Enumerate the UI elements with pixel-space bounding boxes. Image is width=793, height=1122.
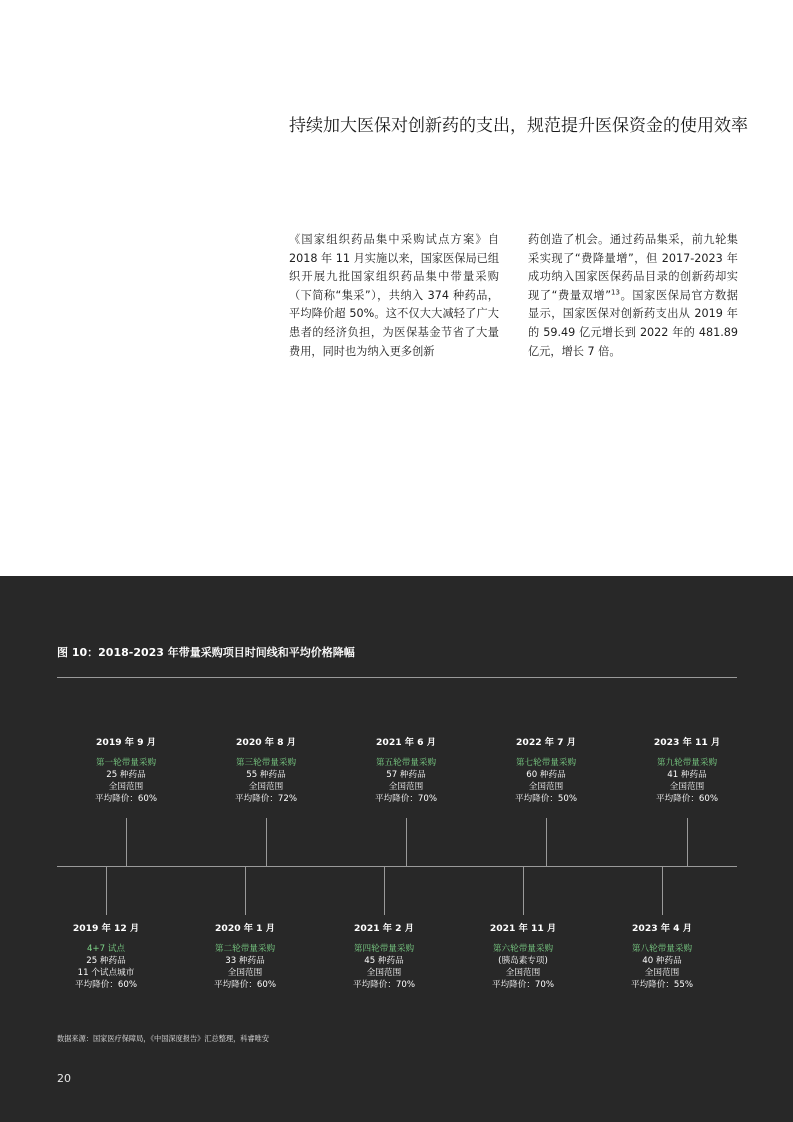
timeline-stem-top-3 xyxy=(406,818,407,866)
timeline-stem-bottom-1 xyxy=(106,867,107,915)
event-scope: 全国范围 xyxy=(366,968,402,978)
event-avg-price-cut: 平均降价：60% xyxy=(94,794,158,804)
timeline-event-bottom-5 xyxy=(597,923,727,991)
body-text-column-2 xyxy=(528,231,738,361)
timeline-stem-bottom-4 xyxy=(523,867,524,915)
timeline-stem-bottom-2 xyxy=(245,867,246,915)
event-date: 2023 年 4 月 xyxy=(632,923,692,934)
event-date: 2021 年 6 月 xyxy=(376,737,436,748)
timeline-stem-top-5 xyxy=(687,818,688,866)
event-avg-price-cut: 平均降价：70% xyxy=(374,794,438,804)
event-scope: 全国范围 xyxy=(669,782,705,792)
event-avg-price-cut: 平均降价：72% xyxy=(234,794,298,804)
body-text-column-1: 《国家组织药品集中采购试点方案》自 2018 年 11 月实施以来，国家医保局已组织开展九批国家组织药品集中带量采购（下简称“集采”），共纳入 374 种药品，平均降价超 50%。这不仅大大减轻了广大患者的经济负担，为医保基金节省了大量费用，同时也为纳入更多创新 xyxy=(289,233,500,358)
event-drug-count: (胰岛素专项) xyxy=(498,956,548,966)
body-text-column-2-part2: 。国家医保局官方数据显示，国家医保对创新药支出从 2019 年的 59.49 亿元增长到 2022 年的 481.89 亿元，增长 7 倍。 xyxy=(528,288,738,358)
event-date: 2022 年 7 月 xyxy=(516,737,576,748)
body-text-column-2-part1: 药创造了机会。通过药品集采，前九轮集采实现了“费降量增”，但 2017-2023 年成功纳入国家医保药品目录的创新药却实现了“费量双增” xyxy=(528,233,738,302)
event-date: 2019 年 12 月 xyxy=(72,923,140,934)
event-round: 4+7 试点 xyxy=(86,944,126,954)
timeline-stem-top-4 xyxy=(546,818,547,866)
event-round: 第八轮带量采购 xyxy=(631,944,693,954)
event-drug-count: 33 种药品 xyxy=(225,956,265,966)
timeline-event-top-2 xyxy=(201,737,331,805)
footnote-ref: 13 xyxy=(611,288,620,297)
event-scope: 全国范围 xyxy=(248,782,284,792)
event-drug-count: 25 种药品 xyxy=(106,770,146,780)
event-avg-price-cut: 平均降价：70% xyxy=(352,980,416,990)
event-round: 第五轮带量采购 xyxy=(375,758,437,768)
event-avg-price-cut: 平均降价：70% xyxy=(491,980,555,990)
timeline-event-top-1 xyxy=(61,737,191,805)
figure-title: 图 10：2018-2023 年带量采购项目时间线和平均价格降幅 xyxy=(57,646,355,659)
event-round: 第二轮带量采购 xyxy=(214,944,276,954)
event-scope: 全国范围 xyxy=(505,968,541,978)
event-scope: 11 个试点城市 xyxy=(77,968,135,978)
event-round: 第九轮带量采购 xyxy=(656,758,718,768)
event-drug-count: 41 种药品 xyxy=(667,770,707,780)
event-drug-count: 57 种药品 xyxy=(386,770,426,780)
event-drug-count: 40 种药品 xyxy=(642,956,682,966)
event-date: 2023 年 11 月 xyxy=(653,737,721,748)
figure-title-rule xyxy=(57,677,737,678)
event-date: 2021 年 2 月 xyxy=(354,923,414,934)
event-scope: 全国范围 xyxy=(644,968,680,978)
event-scope: 全国范围 xyxy=(227,968,263,978)
event-date: 2021 年 11 月 xyxy=(489,923,557,934)
event-date: 2020 年 1 月 xyxy=(215,923,275,934)
event-date: 2019 年 9 月 xyxy=(96,737,156,748)
event-drug-count: 25 种药品 xyxy=(86,956,126,966)
timeline-stem-bottom-3 xyxy=(384,867,385,915)
section-heading: 持续加大医保对创新药的支出，规范提升医保资金的使用效率 xyxy=(289,116,748,136)
event-avg-price-cut: 平均降价：50% xyxy=(514,794,578,804)
event-avg-price-cut: 平均降价：55% xyxy=(630,980,694,990)
event-date: 2020 年 8 月 xyxy=(236,737,296,748)
timeline-event-top-4 xyxy=(481,737,611,805)
figure-source-note: 数据来源：国家医疗保障局，《中国深度报告》汇总整理，科睿唯安 xyxy=(57,1034,270,1043)
timeline-event-bottom-1 xyxy=(41,923,171,991)
timeline-event-top-5 xyxy=(622,737,752,805)
timeline-axis xyxy=(57,866,737,867)
page-number: 20 xyxy=(57,1072,71,1085)
event-scope: 全国范围 xyxy=(388,782,424,792)
timeline-event-bottom-2 xyxy=(180,923,310,991)
timeline-stem-top-2 xyxy=(266,818,267,866)
event-drug-count: 55 种药品 xyxy=(246,770,286,780)
event-scope: 全国范围 xyxy=(528,782,564,792)
timeline-event-bottom-3 xyxy=(319,923,449,991)
event-round: 第一轮带量采购 xyxy=(95,758,157,768)
event-avg-price-cut: 平均降价：60% xyxy=(655,794,719,804)
event-avg-price-cut: 平均降价：60% xyxy=(74,980,138,990)
timeline-event-bottom-4 xyxy=(458,923,588,991)
event-round: 第三轮带量采购 xyxy=(235,758,297,768)
timeline-event-top-3 xyxy=(341,737,471,805)
event-round: 第六轮带量采购 xyxy=(492,944,554,954)
event-drug-count: 60 种药品 xyxy=(526,770,566,780)
timeline-stem-bottom-5 xyxy=(662,867,663,915)
event-round: 第四轮带量采购 xyxy=(353,944,415,954)
event-drug-count: 45 种药品 xyxy=(364,956,404,966)
event-avg-price-cut: 平均降价：60% xyxy=(213,980,277,990)
event-round: 第七轮带量采购 xyxy=(515,758,577,768)
event-scope: 全国范围 xyxy=(108,782,144,792)
timeline-stem-top-1 xyxy=(126,818,127,866)
